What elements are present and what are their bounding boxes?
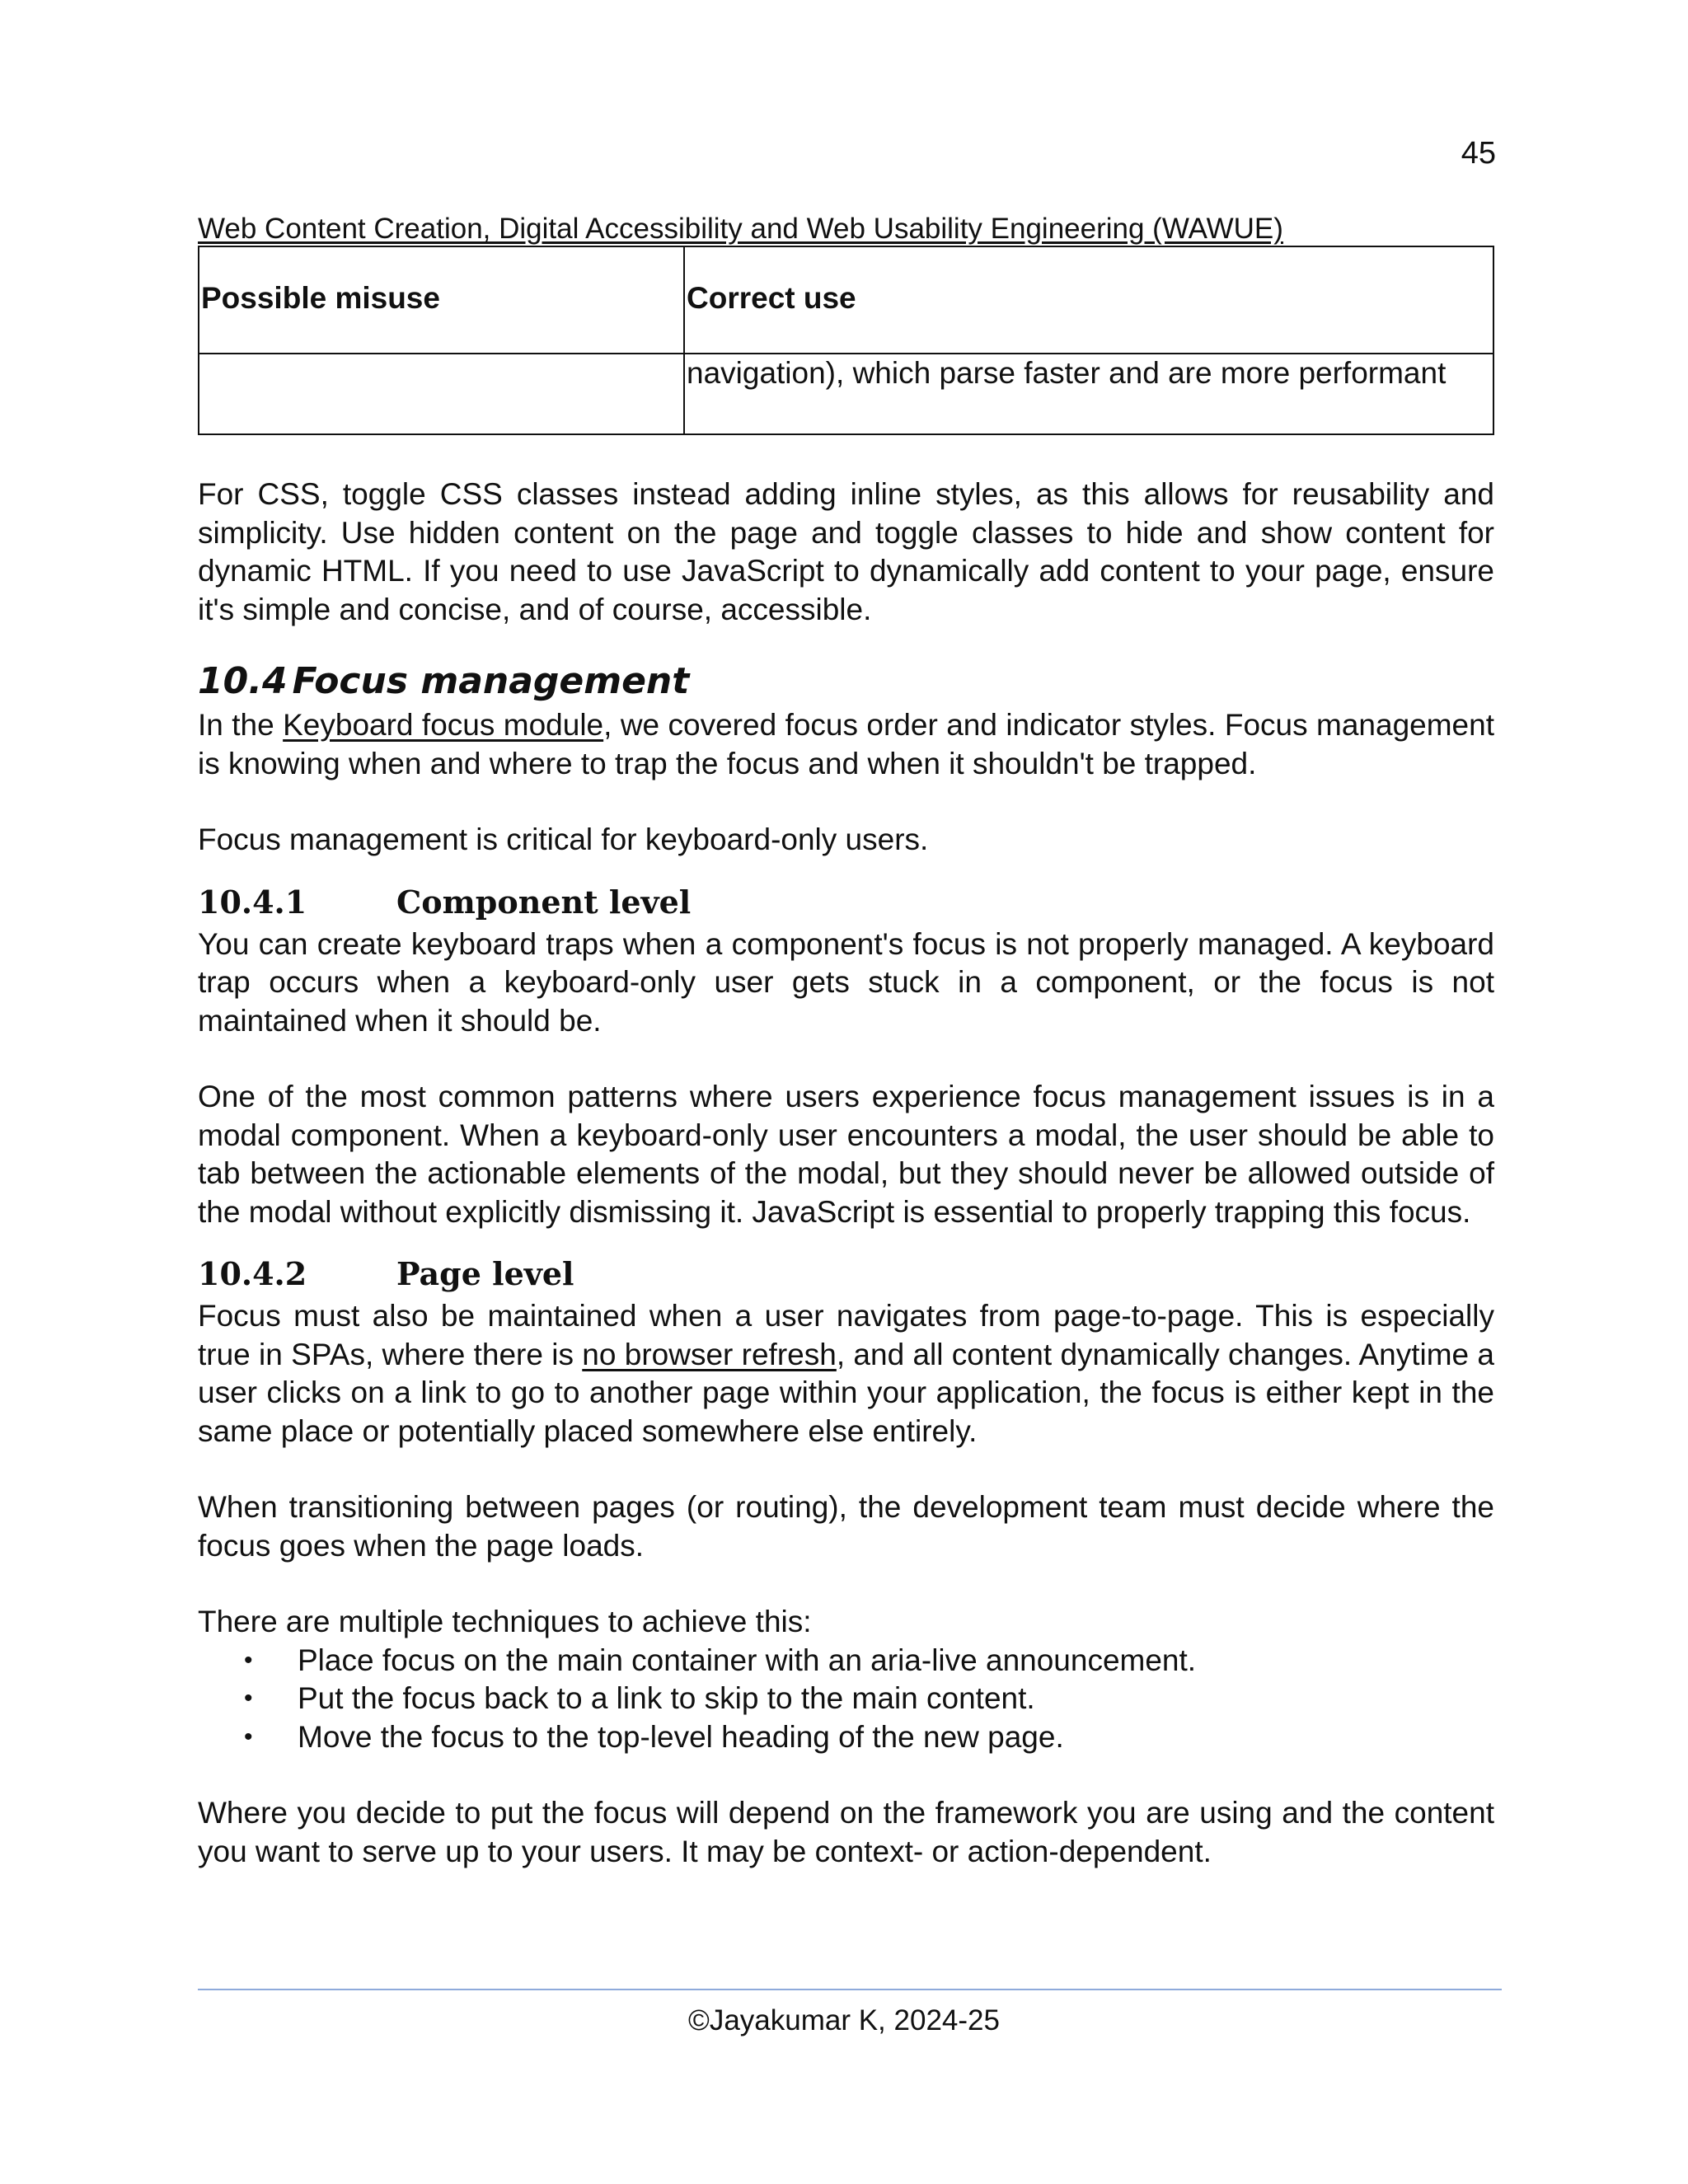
- subsection-title: Page level: [396, 1255, 574, 1292]
- section-title: Focus management: [292, 660, 690, 702]
- list-item-text: Move the focus to the top-level heading of the new page.: [298, 1719, 1064, 1754]
- table-header-cell: Correct use: [684, 246, 1493, 354]
- subsection-number: 10.4.2: [198, 1255, 307, 1292]
- text-run: Focus must also be maintained when a user navigates from page-to-page. This is especially true in SPAs, where there is: [198, 1299, 1494, 1371]
- list-item-text: Place focus on the main container with an aria-live announcement.: [298, 1643, 1197, 1677]
- list-item: [198, 1680, 1494, 1718]
- table-cell: navigation), which parse faster and are more performant: [684, 354, 1493, 434]
- list-item: [198, 1718, 1494, 1757]
- page-number: 45: [1461, 136, 1496, 171]
- table-row: [199, 354, 1493, 434]
- footer-divider: [198, 1989, 1502, 1990]
- subsection-heading-component: [198, 879, 1494, 926]
- paragraph-focus-critical: Focus management is critical for keyboard-only users.: [198, 823, 929, 856]
- text-run: , and all content dynamically changes. Anytime a user clicks on a link to go to another page within your application, the focus is either kept in the same place or potentially placed somewhere else entirely.: [198, 1337, 1495, 1448]
- no-browser-refresh-link[interactable]: no browser refresh: [582, 1337, 837, 1371]
- subsection-heading-page: [198, 1251, 1494, 1297]
- paragraph-component-traps: You can create keyboard traps when a component's focus is not properly managed. A keyboard trap occurs when a keyboard-only user gets stuck in a component, or the focus is not maintained when it should be.: [198, 926, 1494, 1038]
- running-header: Web Content Creation, Digital Accessibility and Web Usability Engineering (WAWUE): [198, 213, 1283, 245]
- bullet-icon: •: [244, 1685, 253, 1712]
- bullet-icon: •: [244, 1646, 253, 1674]
- subsection-title: Component level: [396, 883, 692, 921]
- paragraph-css-toggle: For CSS, toggle CSS classes instead adding inline styles, as this allows for reusability and simplicity. Use hidden content on the page and toggle classes to hide and show content for dynamic HTML. If you need to use JavaScript to dynamically add content to your page, ensure it's simple and concise, and of course, accessible.: [198, 477, 1494, 626]
- misuse-table: [198, 246, 1494, 435]
- table-header-row: [199, 246, 1493, 354]
- text-run: In the: [198, 708, 284, 742]
- page-content: [198, 246, 1494, 1871]
- bullet-icon: •: [244, 1722, 253, 1750]
- keyboard-focus-module-link[interactable]: Keyboard focus module: [283, 708, 604, 742]
- paragraph-focus-intro: [198, 706, 1494, 783]
- techniques-list: [198, 1642, 1494, 1757]
- paragraph-routing: When transitioning between pages (or routing), the development team must decide where the focus goes when the page loads.: [198, 1490, 1494, 1563]
- paragraph-modal-pattern: One of the most common patterns where users experience focus management issues is in a modal component. When a keyboard-only user encounters a modal, the user should be able to tab between the actionable elements of the modal, but they should never be allowed outside of the modal without explicitly dismissing it. JavaScript is essential to properly trapping this focus.: [198, 1080, 1494, 1229]
- footer-copyright: ©Jayakumar K, 2024-25: [688, 2004, 1000, 2036]
- text-run: , we covered focus order and indicator styles. Focus management is knowing when and where to trap the focus and when it shouldn't be trapped.: [198, 708, 1494, 780]
- section-number: 10.4: [198, 660, 288, 702]
- table-cell: [199, 354, 684, 434]
- paragraph-techniques-intro: There are multiple techniques to achieve this:: [198, 1605, 812, 1638]
- list-item-text: Put the focus back to a link to skip to the main content.: [298, 1681, 1035, 1715]
- paragraph-page-level: [198, 1297, 1494, 1451]
- subsection-number: 10.4.1: [198, 883, 307, 921]
- paragraph-closing: Where you decide to put the focus will depend on the framework you are using and the content you want to serve up to your users. It may be context- or action-dependent.: [198, 1796, 1494, 1868]
- section-heading: [198, 657, 1494, 706]
- table-header-cell: Possible misuse: [199, 246, 684, 354]
- list-item: [198, 1642, 1494, 1680]
